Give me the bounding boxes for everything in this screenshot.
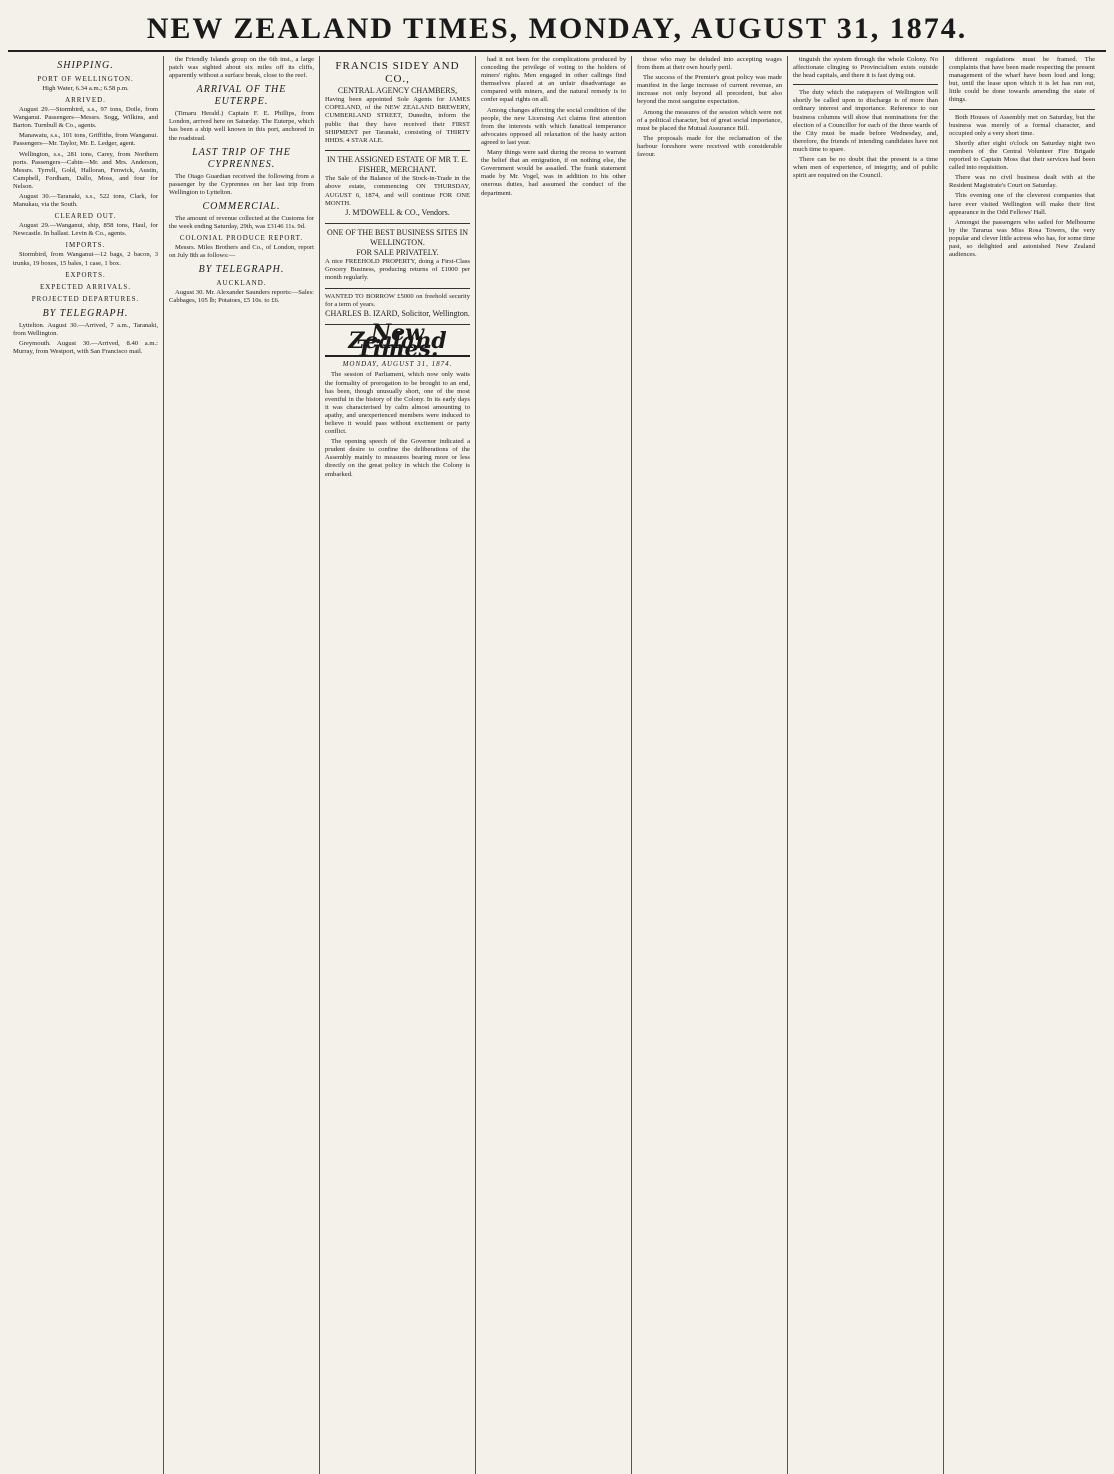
advert-title: FRANCIS SIDEY AND CO.,	[335, 60, 460, 85]
imports-heading: IMPORTS.	[65, 241, 106, 250]
column-4	[476, 56, 632, 1474]
leader-text: The success of the Premier's great policy was made manifest in the large increase of current revenue, an increase not only beyond all precedent, but also beyond the most sanguine expectation.	[637, 74, 782, 106]
advert-text: Having been appointed Sole Agents for JAMES COPELAND, of the NEW ZEALAND BREWERY, CUMBERLAND STREET, Dunedin, inform the public that they have received their FIRST SHIPMENT per Taranaki, consisting of THIRTY HHDS. 4 STAR ALE.	[325, 96, 470, 145]
leader-text: had it not been for the complications produced by conceding the privilege of voting to the holders of miners' rights. Men engaged in other callings find themselves placed at an unfair disadvantage as compared with miners, and the natural remedy is to confer equal rights on all.	[481, 56, 626, 104]
leader-text: The session of Parliament, which now only waits the formality of prorogation to be brought to an end, has been, though unusually short, one of the most eventful in the history of the Colony. In its early days it was characterised by calm almost amounting to apathy, and unexperienced members were induced to believe it would pass without excitement or party conflict.	[325, 371, 470, 436]
advert-title: ONE OF THE BEST BUSINESS SITES IN WELLINGTON.	[326, 228, 469, 248]
auckland-heading: AUCKLAND.	[216, 279, 267, 288]
advert-title: IN THE ASSIGNED ESTATE OF MR T. E. FISHER, MERCHANT.	[327, 155, 468, 175]
leader-text: Many things were said during the recess to warrant the belief that an emigration, if on nothing else, the Government would be assailed. The frank statement made by Mr. Vogel, was in addition to his other onerous duties, had assumed the conduct of the department.	[481, 149, 626, 197]
leader-text: There can be no doubt that the present is a time when men of experience, of integrity, and of public spirit are required on the Council.	[793, 156, 938, 180]
advert-subtitle: CENTRAL AGENCY CHAMBERS,	[337, 86, 458, 95]
column-1	[8, 56, 164, 1474]
leader-text: The proposals made for the reclamation of the harbour foreshore were received with considerable favour.	[637, 134, 782, 159]
article-text: (Timaru Herald.) Captain F. E. Phillips, from London, arrived here on Saturday. The Euterpe, which has been a ship well known in this port, anchored in the roadstead.	[169, 110, 314, 142]
telegraph-heading-2: BY TELEGRAPH.	[198, 264, 285, 276]
column-6	[788, 56, 944, 1474]
section-divider	[793, 84, 938, 85]
commercial-heading: COMMERCIAL.	[202, 200, 281, 212]
shipping-entry: August 29.—Stormbird, s.s., 97 tons, Doile, from Wanganui. Passengers—Messrs. Sogg, Wilkins, and Barton. Turnbull & Co., agents.	[13, 106, 158, 130]
column-7	[944, 56, 1100, 1474]
columns	[8, 56, 1106, 1474]
shipping-entry: Wellington, s.s., 281 tons, Carey, from Northern ports. Passengers—Cabin—Mr. and Mrs. Anderson, Messrs. Tyrrell, Gold, Halloran, Fenwick, Austin, Campbell, Fordham, Dallo, Moss, and four for Nelson.	[13, 150, 158, 190]
shipping-entry: Stormbird, from Wanganui—12 bags, 2 bacon, 3 trunks, 19 boxes, 15 bales, 1 case, 1 box.	[13, 251, 158, 267]
shipping-entry: August 30.—Taranaki, s.s., 522 tons, Clark, for Manukau, via the South.	[13, 193, 158, 209]
euterpe-heading: ARRIVAL OF THE EUTERPE.	[196, 84, 287, 108]
masthead: NEW ZEALAND TIMES, MONDAY, AUGUST 31, 1874.	[8, 6, 1106, 52]
article-text: The amount of revenue collected at the Customs for the week ending Saturday, 29th, was £3146 11s. 9d.	[169, 214, 314, 231]
telegraph-heading: BY TELEGRAPH.	[42, 307, 129, 319]
advert-signature: J. M'DOWELL & CO., Vendors.	[345, 208, 450, 218]
advert-text: A nice FREEHOLD PROPERTY, doing a First-Class Grocery Business, producing returns of £1000 per month regularly.	[325, 258, 470, 282]
leader-text: Among the measures of the session which were not of a political character, but of great social importance, must be placed the Mutual Assurance Bill.	[637, 108, 782, 132]
cleared-heading: CLEARED OUT.	[54, 212, 117, 221]
advert-business-site	[325, 224, 470, 289]
shipping-entry: August 29.—Wanganui, ship, 858 tons, Haul, for Newcastle. In ballast. Levin & Co., agents.	[13, 222, 158, 238]
article-text: August 30. Mr. Alexander Saunders reports:—Sales: Cabbages, 105 lb; Potatoes, £5 10s. to £6.	[169, 289, 314, 305]
advert-sidey	[325, 56, 470, 151]
telegraph-entry: Greymouth. August 30.—Arrived, 8.40 a.m.: Murray, from Westport, with San Francisco mail.	[13, 339, 158, 355]
news-text: This evening one of the cleverest companies that have ever visited Wellington will make their first appearance in the Odd Fellows' Hall.	[949, 192, 1095, 216]
exports-heading: EXPORTS.	[65, 270, 106, 279]
advert-fisher	[325, 151, 470, 224]
produce-heading: COLONIAL PRODUCE REPORT.	[179, 234, 304, 243]
article-text: The Otago Guardian received the following from a passenger by the Cyprennes on her last trip from Wellington to Lyttelton.	[169, 172, 314, 196]
leader-text: The duty which the ratepayers of Wellington will shortly be called upon to discharge is of more than ordinary interest and importance. Reference to our business columns will show that nominations for the election of a Councillor for each of the three wards of the City must be made before Wednesday, and, therefore, the friends of intending candidates have not much time to spare.	[793, 89, 938, 153]
projected-heading: PROJECTED DEPARTURES.	[31, 294, 140, 303]
news-text: Shortly after eight o'clock on Saturday night two members of the Central Volunteer Fire Brigade reported to Captain Moss that their services had been called into requisition.	[949, 139, 1095, 172]
port-heading: PORT OF WELLINGTON.	[37, 75, 134, 83]
column-5	[632, 56, 788, 1474]
news-text: different regulations must be framed. The complaints that have been made respecting the present management of the wharf have been loud and long; but, until the lease upon which it is let has run out, little could be done towards amending the state of things.	[949, 56, 1095, 104]
news-text: Both Houses of Assembly met on Saturday, but the business was merely of a formal character, and occupied only a very short time.	[949, 113, 1095, 137]
advert-text: WANTED TO BORROW £5000 on freehold security for a term of years.	[325, 292, 470, 308]
tide-line: High Water, 6.34 a.m.; 6.58 p.m.	[42, 85, 129, 92]
article-text: the Friendly Islands group on the 6th inst., a large patch was sighted about six miles off its cliffs, apparently without a surface break, close to the reef.	[169, 56, 314, 80]
expected-heading: EXPECTED ARRIVALS.	[40, 282, 131, 291]
leader-text: Among changes affecting the social condition of the people, the new Licensing Act claims first attention from the interests with which fanatical temperance advocates opposed all relaxation of the hasty action agreed to last year.	[481, 106, 626, 146]
paper-title: New Zealand Times.	[325, 325, 470, 357]
leader-text: The opening speech of the Governor indicated a prudent desire to confine the deliberations of the Assembly mainly to measures bearing more or less directly on the great policy in which the Colony is embarked.	[325, 438, 470, 478]
cyprennes-heading: LAST TRIP OF THE CYPRENNES.	[192, 146, 291, 170]
telegraph-entry: Lyttelton. August 30.—Arrived, 7 a.m., Taranaki, from Wellington.	[13, 321, 158, 337]
article-text: Messrs. Miles Brothers and Co., of London, report on July 8th as follows:—	[169, 244, 314, 260]
advert-subtitle: FOR SALE PRIVATELY.	[356, 248, 439, 258]
arrived-heading: ARRIVED.	[65, 96, 106, 105]
column-2	[164, 56, 320, 1474]
paper-date: MONDAY, AUGUST 31, 1874.	[342, 360, 453, 369]
shipping-entry: Manawatu, s.s., 101 tons, Griffiths, from Wanganui. Passengers—Mr. Taylor, Mr. E. Ledger, agent.	[13, 132, 158, 148]
shipping-heading: SHIPPING.	[57, 60, 114, 71]
news-text: Amongst the passengers who sailed for Melbourne by the Tararua was Miss Rosa Towers, the very popular and clever little actress who has, for some time past, so delighted and astonished New Zealand audiences.	[949, 218, 1095, 259]
leader-text: those who may be deluded into accepting wages from them at their own hourly peril.	[637, 56, 782, 72]
advert-signature: CHARLES B. IZARD, Solicitor, Wellington.	[325, 309, 470, 319]
advert-text: The Sale of the Balance of the Stock-in-Trade in the above estate, commencing ON THURSDAY, AUGUST 6, 1874, and will continue FOR ONE MONTH.	[325, 175, 470, 207]
news-text: There was no civil business dealt with at the Resident Magistrate's Court on Saturday.	[949, 174, 1095, 190]
column-3	[320, 56, 476, 1474]
section-divider	[949, 109, 1095, 110]
leader-text: tinguish the system through the whole Colony. No affectionate clinging to Provincialism exists outside the head capitals, and there it is fast dying out.	[793, 56, 938, 80]
